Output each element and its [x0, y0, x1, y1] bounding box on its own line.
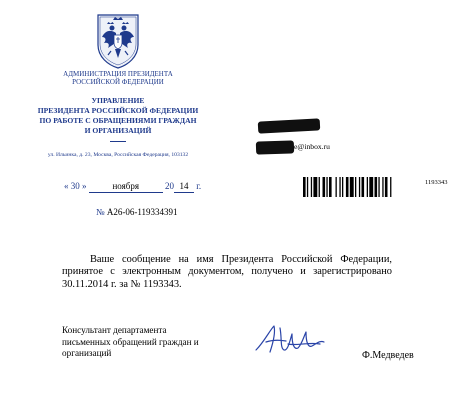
barcode-bar	[346, 177, 349, 197]
barcode-number: 1193343	[425, 179, 448, 186]
barcode-bar	[359, 177, 360, 197]
reference-number-label: №	[96, 207, 105, 217]
date-open-quote: «	[64, 181, 69, 191]
barcode-bar	[329, 177, 332, 197]
barcode-bar	[355, 177, 356, 197]
barcode-bar	[378, 177, 379, 197]
sender-address: ул. Ильинка, д. 23, Москва, Российская Федерация, 103132	[47, 152, 189, 158]
barcode-bar	[367, 177, 368, 197]
coat-of-arms-emblem	[94, 11, 142, 69]
barcode-bar	[385, 177, 388, 197]
handwritten-signature	[250, 320, 330, 360]
recipient-email: e@inbox.ru	[294, 142, 330, 151]
date-year-label: г.	[196, 181, 202, 191]
administration-line-1: АДМИНИСТРАЦИЯ ПРЕЗИДЕНТА	[63, 70, 173, 78]
administration-line-2: РОССИЙСКОЙ ФЕДЕРАЦИИ	[72, 78, 164, 86]
barcode-bar	[323, 177, 326, 197]
date-close-quote: »	[82, 181, 87, 191]
barcode-bar	[342, 177, 343, 197]
barcode-bar	[336, 177, 337, 197]
barcode-bar	[375, 177, 378, 197]
department-name: УПРАВЛЕНИЕ ПРЕЗИДЕНТА РОССИЙСКОЙ ФЕДЕРАЦИИ ПО РАБОТЕ С ОБРАЩЕНИЯМИ ГРАЖДАН И ОРГАНИЗАЦИЙ	[37, 96, 199, 135]
barcode-bar	[362, 177, 365, 197]
date-line	[64, 181, 201, 193]
barcode	[303, 177, 423, 197]
barcode-bar	[311, 177, 312, 197]
date-month: ноября	[89, 181, 163, 193]
barcode-bar	[339, 177, 340, 197]
signer-title: Консультант департамента письменных обращений граждан и организаций	[62, 325, 199, 358]
letter-body: Ваше сообщение на имя Президента Российской Федерации, принятое с электронным документом, получено и зарегистрировано 30.11.2014 г. за № 1193343.	[62, 254, 392, 290]
barcode-bar	[303, 177, 306, 197]
barcode-bar	[382, 177, 383, 197]
barcode-bar	[390, 177, 391, 197]
date-year: 14	[174, 181, 194, 193]
date-day: 30	[70, 181, 80, 191]
barcode-bar	[307, 177, 308, 197]
redacted-email-prefix	[256, 140, 294, 154]
redacted-recipient-name	[258, 118, 321, 133]
barcode-bar	[350, 177, 354, 197]
barcode-bar	[319, 177, 320, 197]
barcode-bar	[326, 177, 327, 197]
signer-name: Ф.Медведев	[362, 350, 414, 361]
date-year-prefix: 20	[165, 181, 174, 191]
barcode-bar	[313, 177, 317, 197]
department-divider	[110, 141, 126, 142]
reference-line	[96, 207, 178, 218]
barcode-bar	[369, 177, 373, 197]
reference-number: А26-06-119334391	[106, 207, 178, 217]
